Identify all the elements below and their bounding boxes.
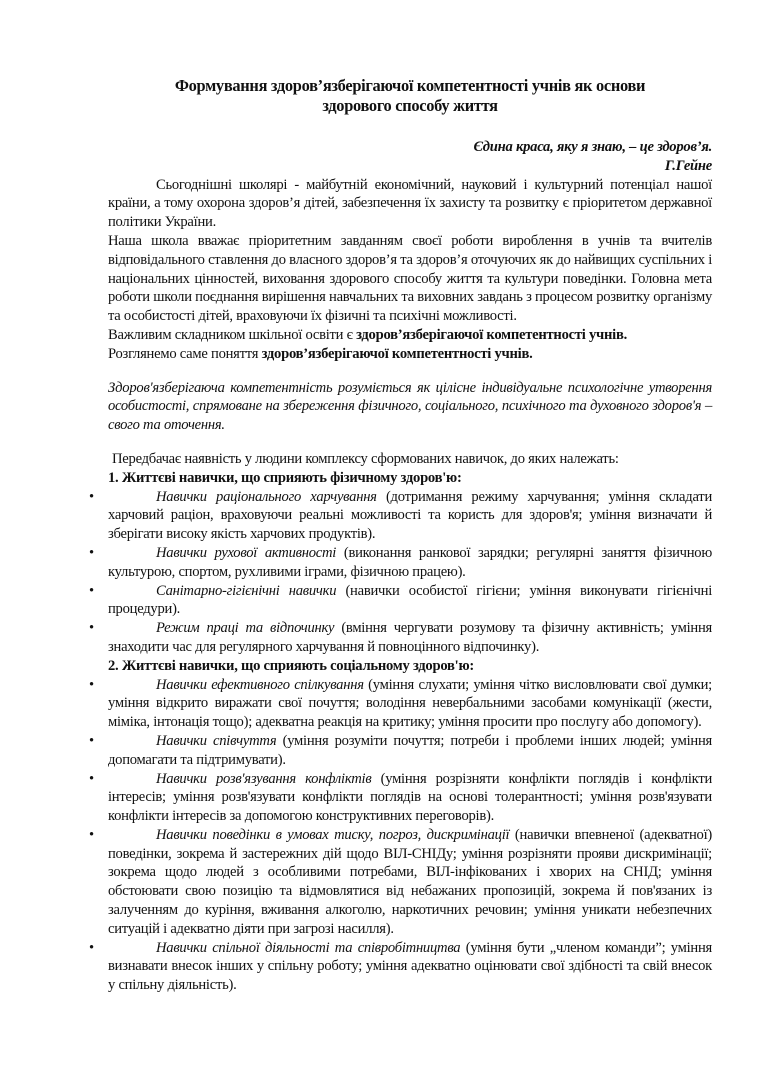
skill-term: Санітарно-гігієнічні навички bbox=[156, 582, 337, 599]
skill-description: (вміння чергувати розумову та фізичну активність; уміння знаходити час для регулярного харчування й повноцінного відпочинку). bbox=[108, 620, 712, 655]
document-page bbox=[89, 76, 713, 995]
text: Важливим складником шкільної освіти є bbox=[108, 326, 357, 343]
list-item bbox=[89, 676, 712, 732]
definition: Здоров'язберігаюча компетентність розуміється як цілісне індивідуальне психологічне утворення особистості, спрямоване на збереження фізичного, соціального, психічного та духовного здоров'я – свого та оточення. bbox=[108, 379, 712, 434]
list-item bbox=[89, 770, 713, 826]
list-item bbox=[89, 544, 712, 582]
bullet-icon: • bbox=[89, 732, 94, 749]
section-heading: 2. Життєві навички, що сприяють соціальному здоров'ю: bbox=[108, 657, 474, 674]
skill-term: Навички спільної діяльності та співробітництва bbox=[156, 939, 461, 956]
skill-description: (виконання ранкової зарядки; регулярні заняття фізичною культурою, спортом, рухливими іграми, фізичною працею). bbox=[108, 544, 712, 580]
list-item bbox=[89, 488, 712, 544]
list-item bbox=[89, 826, 713, 939]
skill-term: Навички розв'язування конфліктів bbox=[156, 770, 372, 787]
paragraph-school: Наша школа вважає пріоритетним завданням своєї роботи вироблення в учнів та вчителів відповідального ставлення до власного здоров’я та здоров’я оточуючих як до найвищих суспільних і національних цінностей, виховання здорового способу життя та культури поведінки. Головна мета роботи школи поєднання вирішення навчальних та виховних завдань з процесом розвитку організму та особистості дітей, враховуючи їх фізичні та психічні можливості. bbox=[108, 232, 712, 325]
bold-text: здоров’язберігаючої компетентності учнів. bbox=[356, 326, 628, 343]
skill-description: (уміння слухати; уміння чітко висловлювати свої думки; уміння відкрито виражати свої почуття; володіння невербальними засобами комунікації (жести, міміка, інтонація тощо); адекватна реакція на критику; уміння просити про послугу або допомогу). bbox=[108, 676, 712, 731]
skill-description: (уміння розрізняти конфлікти поглядів і конфлікти інтересів; уміння розв'язувати конфлікти поглядів на основі толерантності; уміння розв'язувати конфлікти інтересів за допомогою конструктивних переговорів). bbox=[108, 770, 713, 825]
epigraph-quote: Єдина краса, яку я знаю, – це здоров’я. bbox=[473, 139, 712, 155]
text: Розглянемо саме поняття bbox=[108, 345, 262, 362]
section-heading: 1. Життєві навички, що сприяють фізичному здоров'ю: bbox=[108, 469, 462, 486]
paragraph-important bbox=[108, 326, 712, 345]
skills-sections bbox=[89, 469, 713, 995]
skill-term: Навички співчуття bbox=[156, 732, 277, 749]
bullet-icon: • bbox=[89, 488, 94, 505]
bullet-icon: • bbox=[89, 770, 94, 787]
skill-term: Навички рухової активності bbox=[156, 544, 337, 561]
document-title bbox=[108, 76, 712, 116]
title-line-2: здорового способу життя bbox=[322, 96, 498, 115]
list-item bbox=[89, 939, 713, 995]
skill-term: Навички раціонального харчування bbox=[156, 488, 377, 505]
epigraph-author: Г.Гейне bbox=[664, 157, 712, 174]
bullet-icon: • bbox=[89, 620, 94, 637]
bullet-icon: • bbox=[89, 582, 94, 599]
list-item bbox=[89, 619, 712, 657]
skill-term: Режим праці та відпочинку bbox=[156, 620, 335, 637]
skills-intro: Передбачає наявність у людини комплексу сформованих навичок, до яких належать: bbox=[112, 450, 619, 467]
skill-description: (навички особистої гігієни; уміння виконувати гігієнічні процедури). bbox=[108, 582, 712, 618]
skill-description: (дотримання режиму харчування; уміння складати харчовий раціон, враховуючи реальні можливості та користь для здоров'я; уміння визначати й зберігати високу якість харчових продуктів). bbox=[108, 488, 712, 543]
paragraph-intro: Сьогоднішні школярі - майбутній економічний, науковий і культурний потенціал нашої країни, а тому охорона здоров’я дітей, забезпечення їх захисту та розвитку є пріоритетом державної політики України. bbox=[108, 176, 712, 231]
bold-text: здоров’язберігаючої компетентності учнів. bbox=[261, 345, 533, 362]
bullet-icon: • bbox=[89, 939, 94, 956]
skill-description: (уміння розуміти почуття; потреби і проблеми інших людей; уміння допомагати та підтримувати). bbox=[108, 732, 712, 768]
list-item bbox=[89, 582, 712, 620]
title-line-1: Формування здоров’язберігаючої компетентності учнів як основи bbox=[174, 76, 646, 95]
bullet-icon: • bbox=[89, 826, 94, 843]
skill-term: Навички ефективного спілкування bbox=[156, 676, 364, 693]
list-item bbox=[89, 732, 712, 770]
bullet-icon: • bbox=[89, 544, 94, 561]
bullet-icon: • bbox=[89, 676, 94, 693]
skill-term: Навички поведінки в умовах тиску, погроз, дискримінації bbox=[156, 826, 510, 843]
paragraph-consider bbox=[108, 345, 712, 364]
skill-description: (навички впевненої (адекватної) поведінки, зокрема й застережних дій щодо ВІЛ-СНІДу; уміння розрізняти прояви дискримінації; зокрема щодо людей з особливими потребами, ВІЛ-інфікованих і хворих на СНІД; уміння обстоювати свою позицію та відмовлятися від небажаних пропозицій, зокрема й пов'язаних із залученням до куріння, вживання алкоголю, наркотичних речовин; уміння уникати небезпечних ситуацій і адекватно діяти при загрозі насилля). bbox=[108, 826, 713, 937]
skill-description: (уміння бути „членом команди”; уміння визнавати внесок інших у спільну роботу; уміння адекватно оцінювати свої здібності та свій внесок у спільну діяльність). bbox=[108, 939, 713, 994]
